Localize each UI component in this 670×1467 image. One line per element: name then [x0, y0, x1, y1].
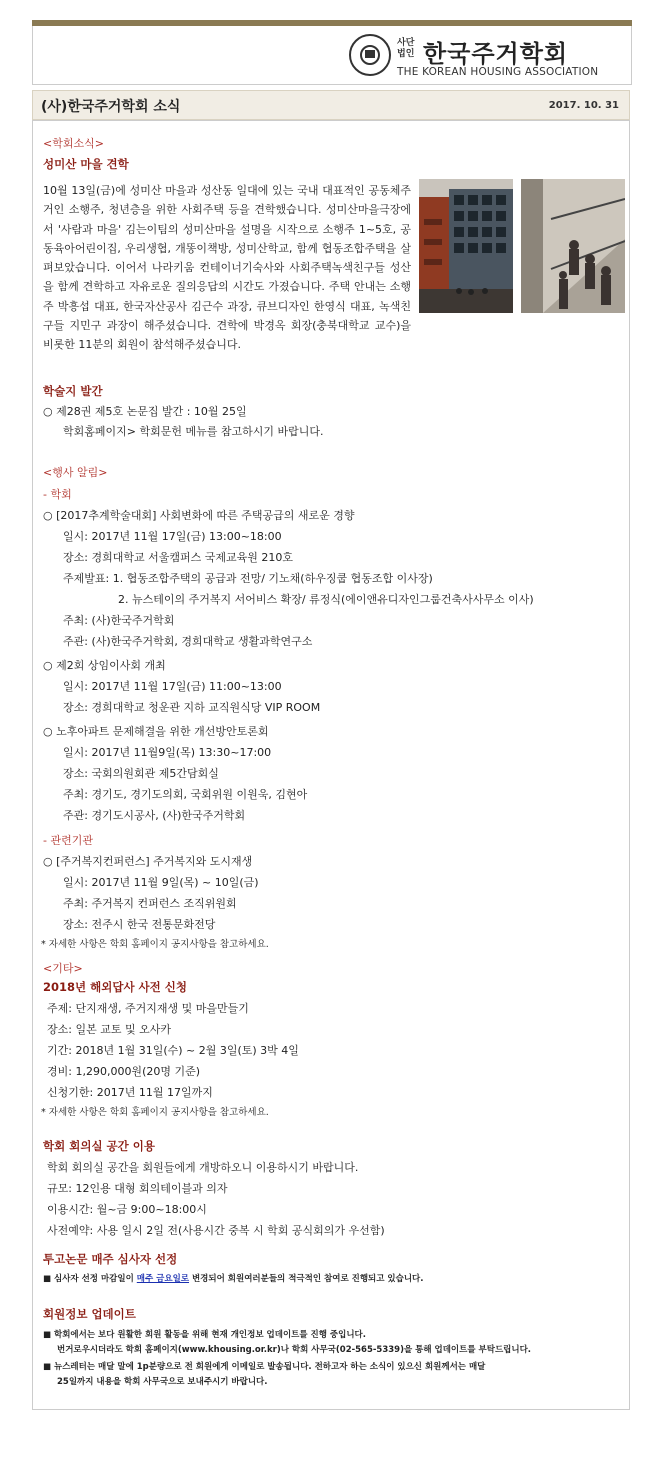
related-org-label: - 관련기관 — [43, 834, 93, 847]
tour-title: 성미산 마을 견학 — [43, 157, 129, 171]
logo-english-name: THE KOREAN HOUSING ASSOCIATION — [397, 66, 599, 78]
event-3-place: 장소: 국회의원회관 제5간담회실 — [63, 767, 219, 780]
review-notice: ■ 심사자 선정 마감일이 매주 금요일로 변경되어 회원여러분들의 적극적인 참여로 진행되고 있습니다. — [43, 1274, 424, 1284]
category-news: <학회소식> — [43, 137, 104, 150]
event-1-date: 일시: 2017년 11월 17일(금) 13:00~18:00 — [63, 530, 282, 543]
trip-period: 기간: 2018년 1월 31일(수) ~ 2월 3일(토) 3박 4일 — [47, 1044, 299, 1057]
update-line-2: 번거로우시더라도 학회 홈페이지(www.khousing.or.kr)나 학회 사무국(02-565-5339)을 통해 업데이트를 부탁드립니다. — [57, 1345, 532, 1355]
event-1-host: 주최: (사)한국주거학회 — [63, 614, 175, 627]
update-line-4: 25일까지 내용을 학회 사무국으로 보내주시기 바랍니다. — [57, 1377, 268, 1387]
newsletter-date: 2017. 10. 31 — [548, 100, 619, 111]
trip-place: 장소: 일본 교토 및 오사카 — [47, 1023, 171, 1036]
title-bar — [32, 90, 630, 120]
event-2-title: ○ 제2회 상임이사회 개최 — [43, 659, 166, 672]
category-other: <기타> — [43, 962, 83, 975]
tour-paragraph: 10월 13일(금)에 성미산 마을과 성산동 일대에 있는 국내 대표적인 공동체주거인 소행주, 청년층을 위한 사회주택 등을 견학했습니다. 성미산마을극장에서 '사람과 마을' 김는이팀의 성미산마을 설명을 시작으로 소행주 1~5호, 공동육아어린이집, 우리생협, 개똥이책방, 성미산학교, 함께 협동조합주택을 살펴보았습니다. 이어서 나라키움 컨테이너기숙사와 사회주택녹색친구들 성산을 함께 견학하고 자유로운 질의응답의 시간도 가졌습니다. 주택 안내는 소행주 박흥섭 대표, 한국자산공사 김근수 과장, 큐브디자인 한영식 대표, 녹색친구들 지민구 과장이 해주셨습니다. 견학에 박경옥 회장(충북대학교 교수)을 비롯한 11분의 회원이 참석해주셨습니다. — [43, 184, 411, 352]
update-title: 회원정보 업데이트 — [43, 1307, 136, 1321]
event-1-place: 장소: 경희대학교 서울캠퍼스 국제교육원 210호 — [63, 551, 293, 564]
newsletter-title: (사)한국주거학회 소식 — [41, 99, 181, 115]
review-title: 투고논문 매주 심사자 선정 — [43, 1252, 178, 1266]
event-3-organizer: 주관: 경기도시공사, (사)한국주거학회 — [63, 809, 246, 822]
event-3-title: ○ 노후아파트 문제해결을 위한 개선방안토론회 — [43, 725, 269, 738]
stairway-photo — [521, 179, 625, 313]
event-4-place: 장소: 전주시 한국 전통문화전당 — [63, 918, 216, 931]
logo-corp-label: 사단 법인 — [397, 38, 415, 59]
trip-cost: 경비: 1,290,000원(20명 기준) — [47, 1065, 201, 1078]
event-1-title: ○ [2017추계학술대회] 사회변화에 따른 주택공급의 새로운 경향 — [43, 509, 355, 522]
room-line-4: 사전예약: 사용 일시 2일 전(사용시간 중복 시 학회 공식회의가 우선함) — [47, 1224, 385, 1237]
room-line-3: 이용시간: 월~금 9:00~18:00시 — [47, 1203, 207, 1216]
update-line-3: ■ 뉴스레터는 매달 말에 1p분량으로 전 회원에게 이메일로 발송됩니다. 전하고자 하는 소식이 있으신 회원께서는 매달 — [43, 1362, 486, 1372]
event-1-topic-1: 주제발표: 1. 협동조합주택의 공급과 전망/ 기노채(하우징쿱 협동조합 이사장) — [63, 572, 433, 585]
society-events-label: - 학회 — [43, 488, 72, 501]
review-day-link[interactable]: 매주 금요일로 — [136, 1274, 190, 1284]
journal-line-2: 학회홈페이지> 학회문헌 메뉴를 참고하시기 바랍니다. — [63, 425, 324, 438]
update-line-1: ■ 학회에서는 보다 원활한 회원 활동을 위해 현재 개인정보 업데이트를 진행 중입니다. — [43, 1330, 366, 1340]
trip-title: 2018년 해외답사 사전 신청 — [43, 980, 187, 994]
event-1-topic-2: 2. 뉴스테이의 주거복지 서어비스 확장/ 류정식(에이앤유디자인그룹건축사사무소 이사) — [118, 593, 534, 606]
event-4-title: ○ [주거복지컨퍼런스] 주거복지와 도시재생 — [43, 855, 253, 868]
trip-note: * 자세한 사항은 학회 홈페이지 공지사항을 참고하세요. — [41, 1107, 269, 1118]
room-line-2: 규모: 12인용 대형 회의테이블과 의자 — [47, 1182, 228, 1195]
room-line-1: 학회 회의실 공간을 회원들에게 개방하오니 이용하시기 바랍니다. — [47, 1161, 359, 1174]
logo-korean-name: 한국주거학회 — [423, 40, 569, 68]
room-title: 학회 회의실 공간 이용 — [43, 1139, 155, 1153]
header — [32, 26, 632, 85]
trip-deadline: 신청기한: 2017년 11월 17일까지 — [47, 1086, 213, 1099]
event-3-host: 주최: 경기도, 경기도의회, 국회위원 이원욱, 김현아 — [63, 788, 308, 801]
journal-title: 학술지 발간 — [43, 384, 103, 398]
journal-line-1: ○ 제28권 제5호 논문집 발간 : 10월 25일 — [43, 405, 247, 418]
events-note: * 자세한 사항은 학회 홈페이지 공지사항을 참고하세요. — [41, 939, 269, 950]
event-4-host: 주최: 주거복지 컨퍼런스 조직위원회 — [63, 897, 237, 910]
association-logo — [349, 32, 617, 84]
trip-theme: 주제: 단지재생, 주거지재생 및 마을만들기 — [47, 1002, 249, 1015]
event-4-date: 일시: 2017년 11월 9일(목) ~ 10일(금) — [63, 876, 259, 889]
seal-icon — [349, 34, 391, 76]
event-3-date: 일시: 2017년 11월9일(목) 13:30~17:00 — [63, 746, 272, 759]
event-2-place: 장소: 경희대학교 청운관 지하 교직원식당 VIP ROOM — [63, 701, 321, 714]
event-2-date: 일시: 2017년 11월 17일(금) 11:00~13:00 — [63, 680, 282, 693]
category-events: <행사 알림> — [43, 466, 108, 479]
building-photo — [419, 179, 513, 313]
content-box — [32, 120, 630, 1410]
event-1-organizer: 주관: (사)한국주거학회, 경희대학교 생활과학연구소 — [63, 635, 313, 648]
